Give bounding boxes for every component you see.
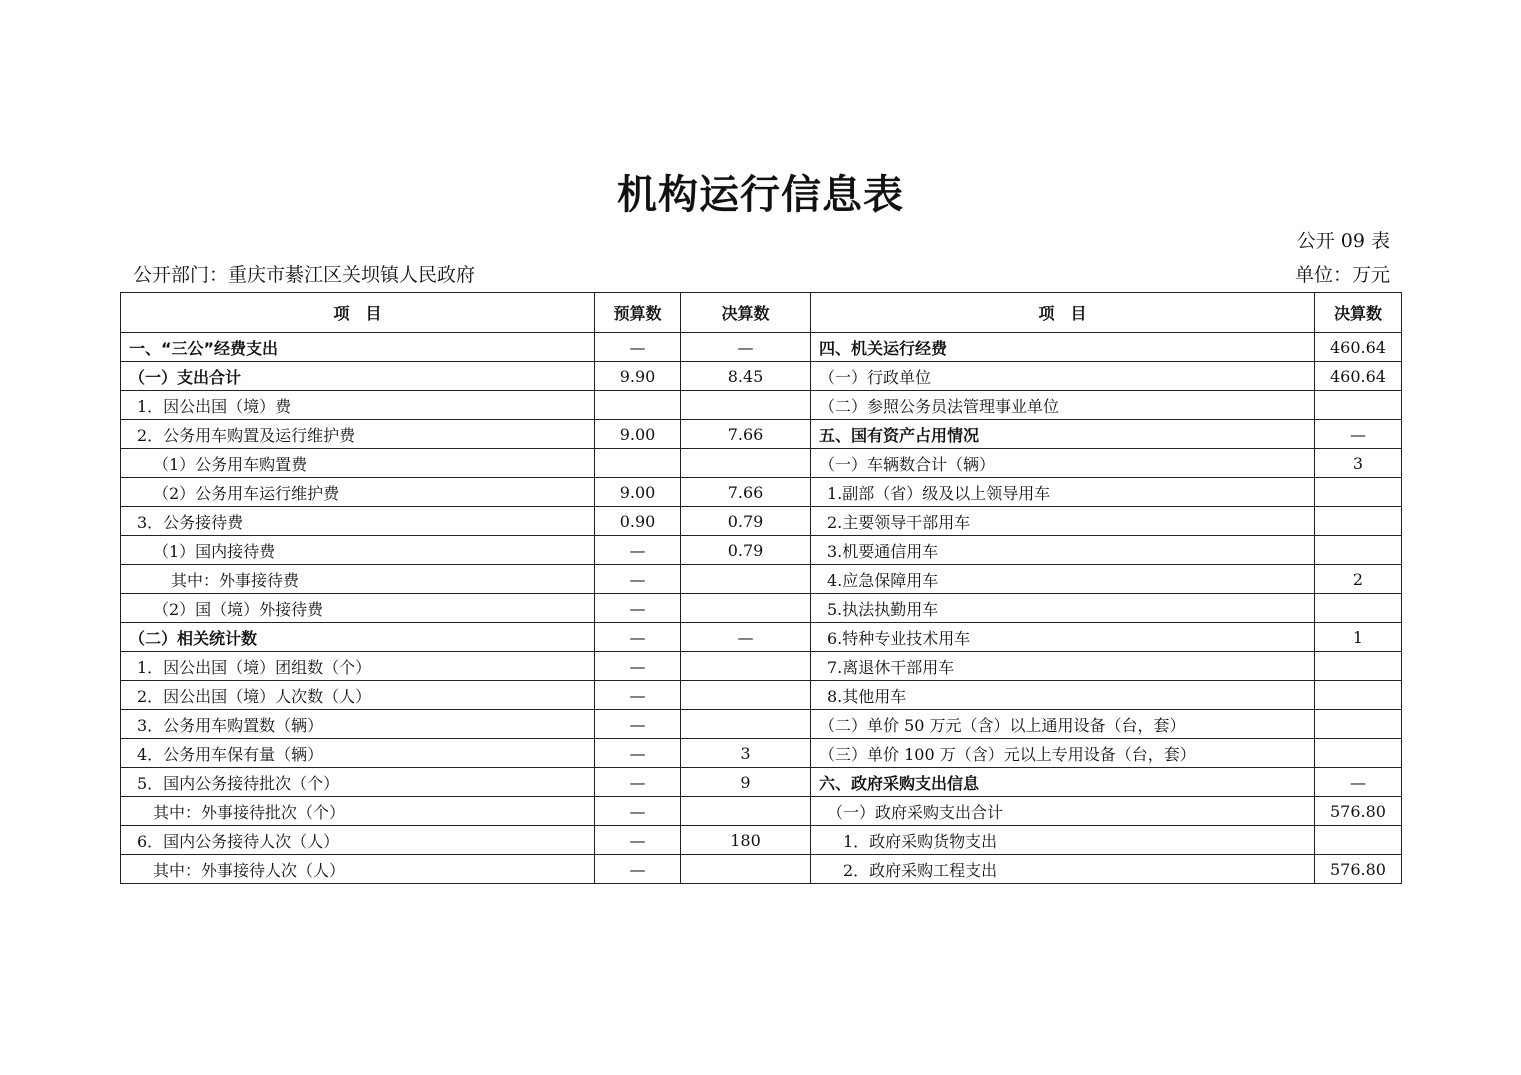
col-header-item-right: 项 目 xyxy=(811,293,1315,333)
right-actual-value: — xyxy=(1315,768,1402,797)
table-row xyxy=(121,797,1402,826)
table-row xyxy=(121,478,1402,507)
left-item: 其中：外事接待费 xyxy=(121,565,595,594)
left-item: 6．国内公务接待人次（人） xyxy=(121,826,595,855)
right-actual-value xyxy=(1315,710,1402,739)
table-row xyxy=(121,739,1402,768)
budget-value xyxy=(595,449,681,478)
table-row xyxy=(121,768,1402,797)
left-item: 4．公务用车保有量（辆） xyxy=(121,739,595,768)
col-header-item-left: 项 目 xyxy=(121,293,595,333)
right-item: （二）参照公务员法管理事业单位 xyxy=(811,391,1315,420)
right-item: 四、机关运行经费 xyxy=(811,333,1315,362)
actual-value xyxy=(681,594,811,623)
left-item: 其中：外事接待批次（个） xyxy=(121,797,595,826)
actual-value: 9 xyxy=(681,768,811,797)
table-number: 公开 09 表 xyxy=(1296,230,1390,252)
table-row xyxy=(121,652,1402,681)
actual-value xyxy=(681,449,811,478)
col-header-budget: 预算数 xyxy=(595,293,681,333)
left-item: （二）相关统计数 xyxy=(121,623,595,652)
right-item: （一）车辆数合计（辆） xyxy=(811,449,1315,478)
left-item: （2）公务用车运行维护费 xyxy=(121,478,595,507)
right-item: （一）政府采购支出合计 xyxy=(811,797,1315,826)
budget-value: 9.00 xyxy=(595,420,681,449)
actual-value: 7.66 xyxy=(681,420,811,449)
col-header-actual-right: 决算数 xyxy=(1315,293,1402,333)
actual-value: 180 xyxy=(681,826,811,855)
left-item: 2．因公出国（境）人次数（人） xyxy=(121,681,595,710)
budget-value: — xyxy=(595,768,681,797)
right-actual-value xyxy=(1315,826,1402,855)
budget-value: — xyxy=(595,797,681,826)
actual-value xyxy=(681,797,811,826)
table-row xyxy=(121,826,1402,855)
left-item: 一、“三公”经费支出 xyxy=(121,333,595,362)
left-item: （1）公务用车购置费 xyxy=(121,449,595,478)
left-item: （一）支出合计 xyxy=(121,362,595,391)
table-row xyxy=(121,565,1402,594)
budget-value: — xyxy=(595,652,681,681)
right-item: （一）行政单位 xyxy=(811,362,1315,391)
budget-value: 9.90 xyxy=(595,362,681,391)
actual-value xyxy=(681,710,811,739)
unit-label: 单位：万元 xyxy=(1294,264,1390,286)
table-row xyxy=(121,536,1402,565)
right-actual-value: 1 xyxy=(1315,623,1402,652)
col-header-actual: 决算数 xyxy=(681,293,811,333)
department-label: 公开部门：重庆市綦江区关坝镇人民政府 xyxy=(133,264,476,286)
right-actual-value: 460.64 xyxy=(1315,362,1402,391)
left-item: 5．国内公务接待批次（个） xyxy=(121,768,595,797)
actual-value: — xyxy=(681,623,811,652)
left-item: 2．公务用车购置及运行维护费 xyxy=(121,420,595,449)
left-item: 其中：外事接待人次（人） xyxy=(121,855,595,884)
right-item: 6.特种专业技术用车 xyxy=(811,623,1315,652)
right-actual-value xyxy=(1315,652,1402,681)
budget-value: 0.90 xyxy=(595,507,681,536)
budget-value xyxy=(595,391,681,420)
left-item: 3．公务用车购置数（辆） xyxy=(121,710,595,739)
right-item: （三）单价 100 万（含）元以上专用设备（台，套） xyxy=(811,739,1315,768)
right-actual-value xyxy=(1315,681,1402,710)
left-item: 3．公务接待费 xyxy=(121,507,595,536)
right-item: 4.应急保障用车 xyxy=(811,565,1315,594)
budget-value: — xyxy=(595,710,681,739)
actual-value xyxy=(681,652,811,681)
right-actual-value: 3 xyxy=(1315,449,1402,478)
right-item: 2.主要领导干部用车 xyxy=(811,507,1315,536)
budget-value: — xyxy=(595,594,681,623)
budget-value: — xyxy=(595,333,681,362)
right-item: 1.副部（省）级及以上领导用车 xyxy=(811,478,1315,507)
actual-value: — xyxy=(681,333,811,362)
actual-value xyxy=(681,565,811,594)
actual-value: 7.66 xyxy=(681,478,811,507)
right-item: 五、国有资产占用情况 xyxy=(811,420,1315,449)
left-item: （1）国内接待费 xyxy=(121,536,595,565)
table-row xyxy=(121,333,1402,362)
right-actual-value: 576.80 xyxy=(1315,855,1402,884)
right-item: （二）单价 50 万元（含）以上通用设备（台，套） xyxy=(811,710,1315,739)
table-row xyxy=(121,681,1402,710)
right-item: 8.其他用车 xyxy=(811,681,1315,710)
table-row xyxy=(121,623,1402,652)
actual-value: 0.79 xyxy=(681,536,811,565)
budget-value: — xyxy=(595,536,681,565)
budget-value: — xyxy=(595,565,681,594)
budget-value: — xyxy=(595,855,681,884)
right-actual-value xyxy=(1315,536,1402,565)
budget-value: — xyxy=(595,681,681,710)
actual-value xyxy=(681,855,811,884)
right-item: 六、政府采购支出信息 xyxy=(811,768,1315,797)
actual-value: 3 xyxy=(681,739,811,768)
right-actual-value xyxy=(1315,391,1402,420)
right-actual-value: 2 xyxy=(1315,565,1402,594)
table-row xyxy=(121,594,1402,623)
right-item: 7.离退休干部用车 xyxy=(811,652,1315,681)
right-actual-value xyxy=(1315,594,1402,623)
table-row xyxy=(121,420,1402,449)
right-item: 1．政府采购货物支出 xyxy=(811,826,1315,855)
left-item: 1．因公出国（境）团组数（个） xyxy=(121,652,595,681)
budget-value: 9.00 xyxy=(595,478,681,507)
header-row xyxy=(121,293,1402,333)
right-actual-value: 576.80 xyxy=(1315,797,1402,826)
table-row xyxy=(121,449,1402,478)
table-row xyxy=(121,362,1402,391)
actual-value: 0.79 xyxy=(681,507,811,536)
table-row xyxy=(121,710,1402,739)
actual-value xyxy=(681,391,811,420)
right-actual-value xyxy=(1315,478,1402,507)
left-item: （2）国（境）外接待费 xyxy=(121,594,595,623)
table-row xyxy=(121,507,1402,536)
budget-value: — xyxy=(595,739,681,768)
right-actual-value xyxy=(1315,739,1402,768)
right-item: 2．政府采购工程支出 xyxy=(811,855,1315,884)
table-row xyxy=(121,391,1402,420)
right-item: 5.执法执勤用车 xyxy=(811,594,1315,623)
actual-value xyxy=(681,681,811,710)
table-row xyxy=(121,855,1402,884)
actual-value: 8.45 xyxy=(681,362,811,391)
right-item: 3.机要通信用车 xyxy=(811,536,1315,565)
left-item: 1．因公出国（境）费 xyxy=(121,391,595,420)
right-actual-value: — xyxy=(1315,420,1402,449)
page-title: 机构运行信息表 xyxy=(617,171,904,218)
budget-value: — xyxy=(595,623,681,652)
budget-value: — xyxy=(595,826,681,855)
right-actual-value: 460.64 xyxy=(1315,333,1402,362)
info-table xyxy=(120,292,1402,884)
right-actual-value xyxy=(1315,507,1402,536)
